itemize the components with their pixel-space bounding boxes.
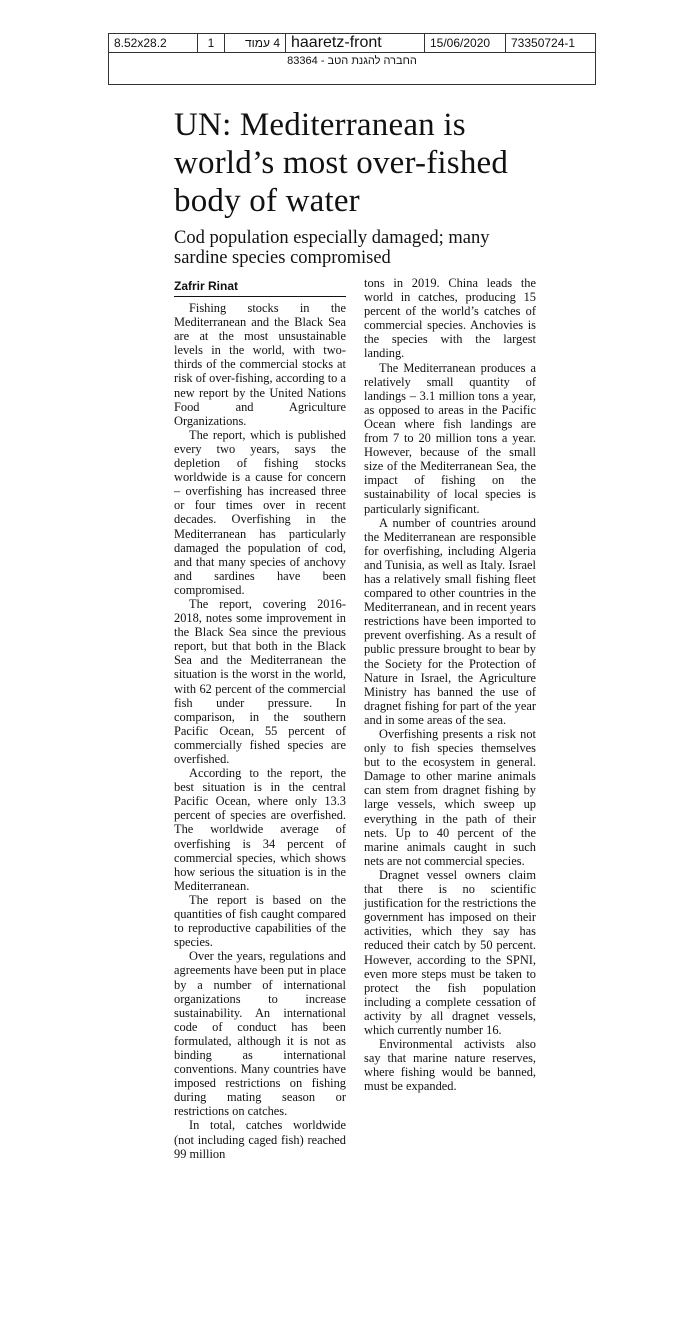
paragraph: A number of countries around the Mediterranean are responsible for overfishing, including Algeria and Tunisia, as well as Italy. Israel has a relatively small fishing fleet compared to other countries in the Mediterranean, and in recent years restrictions have been imported to prevent overfishing. As a result of public pressure brought to bear by the Society for the Protection of Nature in Israel, the Agriculture Ministry has banned the use of dragnet fishing for part of the year and in some areas of the sea.	[364, 515, 536, 727]
clipping-info-row	[109, 34, 595, 53]
clipping-info-table	[108, 33, 596, 85]
clip-size: 8.52x28.2	[109, 34, 198, 52]
clip-count: 1	[198, 34, 225, 52]
column-left	[174, 276, 346, 1161]
paragraph: Overfishing presents a risk not only to fish species themselves but to the ecosystem in general. Damage to other marine animals can stem from dragnet fishing by large vessels, which sweep up everything in the path of their nets. Up to 40 percent of the marine animals caught in such nets are not commercial species.	[364, 727, 536, 868]
byline: Zafrir Rinat	[174, 276, 346, 297]
article-body	[174, 276, 536, 1161]
clip-id: 73350724-1	[511, 36, 576, 50]
paragraph: The report is based on the quantities of fish caught compared to reproductive capabilities of the species.	[174, 892, 346, 950]
clip-publication: haaretz-front	[286, 34, 425, 52]
article-header	[174, 106, 536, 268]
clip-client: החברה להגנת הטב - 83364	[287, 55, 417, 67]
column-right	[364, 276, 536, 1161]
subheadline: Cod population especially damaged; many sardine species compromised	[174, 228, 490, 268]
paragraph: In total, catches worldwide (not including caged fish) reached 99 million	[174, 1118, 346, 1161]
paragraph: Dragnet vessel owners claim that there is no scientific justification for the restrictions the government has imposed on their activities, which they say has reduced their catch by 50 percent. However, according to the SPNI, even more steps must be taken to protect the fish population including a complete cessation of activity by all dragnet vessels, which currently number 16.	[364, 867, 536, 1037]
clip-date: 15/06/2020	[425, 34, 506, 52]
paragraph: Environmental activists also say that marine nature reserves, where fishing would be banned, must be expanded.	[364, 1037, 536, 1094]
paragraph: Fishing stocks in the Mediterranean and the Black Sea are at the most unsustainable levels in the world, with two-thirds of the commercial stocks at risk of over-fishing, according to a new report by the United Nations Food and Agriculture Organizations.	[174, 301, 346, 428]
paragraph: The Mediterranean produces a relatively small quantity of landings – 3.1 million tons a year, as opposed to areas in the Pacific Ocean where fish landings are from 7 to 20 million tons a year. However, because of the small size of the Mediterranean Sea, the impact of fishing on the sustainability of local species is particularly significant.	[364, 360, 536, 516]
paragraph-continued: tons in 2019. China leads the world in catches, producing 15 percent of the world’s catches of commercial species. Anchovies is the species with the largest landing.	[364, 276, 536, 361]
paragraph: According to the report, the best situation is in the central Pacific Ocean, where only 13.3 percent of species are overfished. The worldwide average of overfishing is 34 percent of commercial species, which shows how serious the situation is in the Mediterranean.	[174, 766, 346, 893]
paragraph: The report, which is published every two years, says the depletion of fishing stocks worldwide is a cause for concern – overfishing has increased three or four times over in recent decades. Overfishing in the Mediterranean has particularly damaged the population of cod, and that many species of anchovy and sardines have been compromised.	[174, 427, 346, 597]
clip-page: 4 עמוד	[225, 34, 286, 52]
paragraph: The report, covering 2016-2018, notes some improvement in the Black Sea since the previous report, but that both in the Black Sea and the Mediterranean the situation is the worst in the world, with 62 percent of the commercial fish under pressure. In comparison, in the southern Pacific Ocean, 55 percent of commercially fished species are overfished.	[174, 596, 346, 766]
headline: UN: Mediterranean is world’s most over-fished body of water	[174, 107, 509, 219]
paragraph: Over the years, regulations and agreements have been put in place by a number of international organizations to increase sustainability. An international code of conduct has been formulated, although it is not as binding as international conventions. Many countries have imposed restrictions on fishing during mating season or restrictions on catches.	[174, 949, 346, 1119]
